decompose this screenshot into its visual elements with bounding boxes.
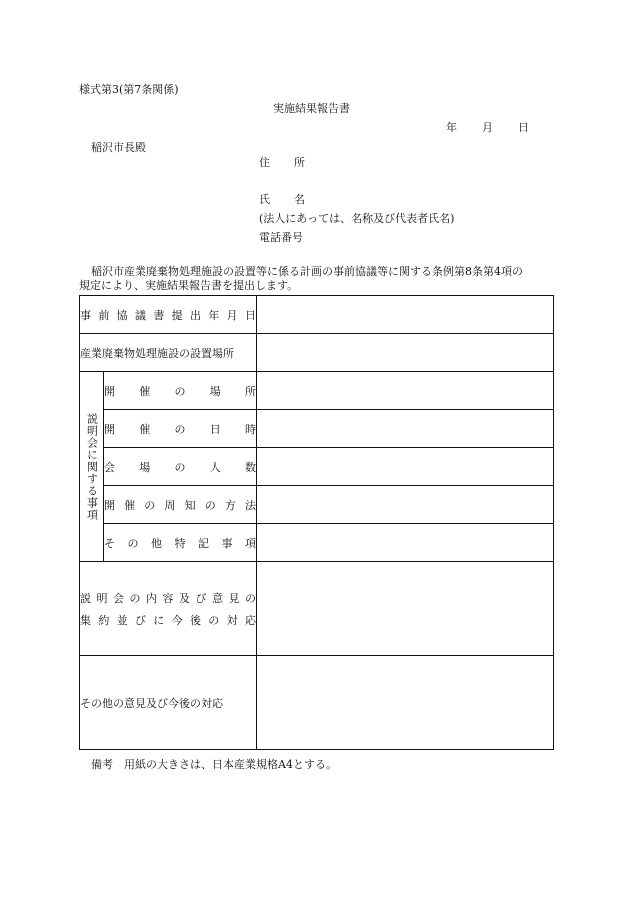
row-submission-date	[80, 296, 554, 334]
input-facility-location[interactable]	[257, 334, 554, 372]
ch: 項	[245, 536, 256, 550]
ch: の	[245, 591, 256, 605]
row-meeting-datetime	[80, 410, 554, 448]
ch: の	[174, 422, 186, 436]
label-other-opinions: その他の意見及び今後の対応	[80, 656, 257, 750]
ch: の	[174, 460, 186, 474]
date-day-label: 日	[518, 121, 529, 134]
ch: 応	[244, 613, 256, 627]
label-attendance	[104, 448, 257, 486]
ch: 議	[134, 308, 146, 322]
input-contents-opinions[interactable]	[257, 562, 554, 656]
ch: そ	[104, 536, 115, 550]
ch: 並	[116, 613, 128, 627]
ch: 前	[98, 308, 110, 322]
ch: 記	[198, 536, 209, 550]
ch: 会	[113, 591, 124, 605]
row-contents-opinions	[80, 562, 554, 656]
label-facility-location: 産業廃棄物処理施設の設置場所	[80, 334, 257, 372]
ch: 場	[209, 384, 221, 398]
phone-label: 電話番号	[259, 231, 303, 244]
ch: 容	[162, 591, 174, 605]
label-other-notes	[104, 524, 257, 562]
ch: 場	[139, 460, 151, 474]
ch: の	[129, 591, 141, 605]
ch: の	[208, 613, 220, 627]
row-other-notes	[80, 524, 554, 562]
ch: 開	[104, 498, 115, 512]
input-other-opinions[interactable]	[257, 656, 554, 750]
ch: 催	[139, 422, 151, 436]
row-other-opinions	[80, 656, 554, 750]
ch: 出	[189, 308, 201, 322]
ch: 時	[245, 422, 256, 436]
ch: 説	[80, 591, 91, 605]
ch: の	[127, 536, 139, 550]
ch: 法	[244, 498, 256, 512]
ch: 日	[244, 308, 256, 322]
ch: 及	[179, 591, 190, 605]
ch: 内	[146, 591, 157, 605]
row-attendance	[80, 448, 554, 486]
ch: 催	[139, 384, 151, 398]
corporation-note: (法人にあっては、名称及び代表者氏名)	[259, 212, 455, 225]
row-location	[80, 334, 554, 372]
date-year-label: 年	[446, 121, 457, 134]
ch: 人	[209, 460, 221, 474]
ch: 提	[171, 308, 183, 322]
row-meeting-place	[80, 372, 554, 410]
ch: 方	[224, 498, 236, 512]
input-submission-date[interactable]	[257, 296, 554, 334]
label-submission-date	[80, 296, 257, 334]
input-attendance[interactable]	[257, 448, 554, 486]
ch: 意	[212, 591, 223, 605]
label-contents-opinions	[80, 562, 257, 656]
ch: 催	[124, 498, 136, 512]
ch: 年	[208, 308, 220, 322]
ch: に	[153, 613, 165, 627]
name-label-2: 名	[294, 193, 305, 206]
ch: の	[174, 384, 186, 398]
group-label-text: 説明会に関する事項	[85, 412, 99, 521]
input-other-notes[interactable]	[257, 524, 554, 562]
form-number: 様式第3(第7条関係)	[79, 83, 179, 96]
ch: 協	[116, 308, 128, 322]
ch: 月	[226, 308, 238, 322]
ch: 知	[184, 498, 196, 512]
date-month-label: 月	[482, 121, 493, 134]
row-notification-method	[80, 486, 554, 524]
ch: 他	[151, 536, 162, 550]
ch: 集	[80, 613, 91, 627]
ch: 事	[221, 536, 233, 550]
ch: 日	[209, 422, 221, 436]
ch: の	[144, 498, 156, 512]
ch: 対	[226, 613, 238, 627]
ch: 数	[245, 460, 256, 474]
label-meeting-place	[104, 372, 257, 410]
document-title: 実施結果報告書	[273, 102, 350, 115]
ch: 後	[189, 613, 201, 627]
group-label-briefing	[80, 372, 104, 562]
input-meeting-place[interactable]	[257, 372, 554, 410]
ch: び	[195, 591, 207, 605]
ch: 書	[153, 308, 165, 322]
ch: 特	[174, 536, 186, 550]
ch: び	[134, 613, 146, 627]
address-label-1: 住	[259, 156, 270, 169]
addressee: 稲沢市長殿	[91, 141, 146, 154]
ch: 所	[245, 384, 256, 398]
label-meeting-datetime	[104, 410, 257, 448]
ch: 約	[98, 613, 110, 627]
address-label-2: 所	[294, 156, 305, 169]
ch: 見	[228, 591, 240, 605]
report-table	[79, 295, 554, 750]
label-notification-method	[104, 486, 257, 524]
ch: 事	[80, 308, 91, 322]
body-text-line-1: 稲沢市産業廃棄物処理施設の設置等に係る計画の事前協議等に関する条例第8条第4項の	[91, 265, 523, 278]
ch: 周	[164, 498, 176, 512]
ch: 開	[104, 422, 115, 436]
input-notification-method[interactable]	[257, 486, 554, 524]
name-label-1: 氏	[259, 193, 270, 206]
ch: の	[204, 498, 216, 512]
ch: 開	[104, 384, 115, 398]
ch: 明	[96, 591, 108, 605]
ch: 今	[171, 613, 183, 627]
body-text-line-2: 規定により、実施結果報告書を提出します。	[79, 279, 299, 292]
footnote: 備考 用紙の大きさは、日本産業規格A4とする。	[91, 758, 337, 771]
ch: 会	[104, 460, 115, 474]
input-meeting-datetime[interactable]	[257, 410, 554, 448]
